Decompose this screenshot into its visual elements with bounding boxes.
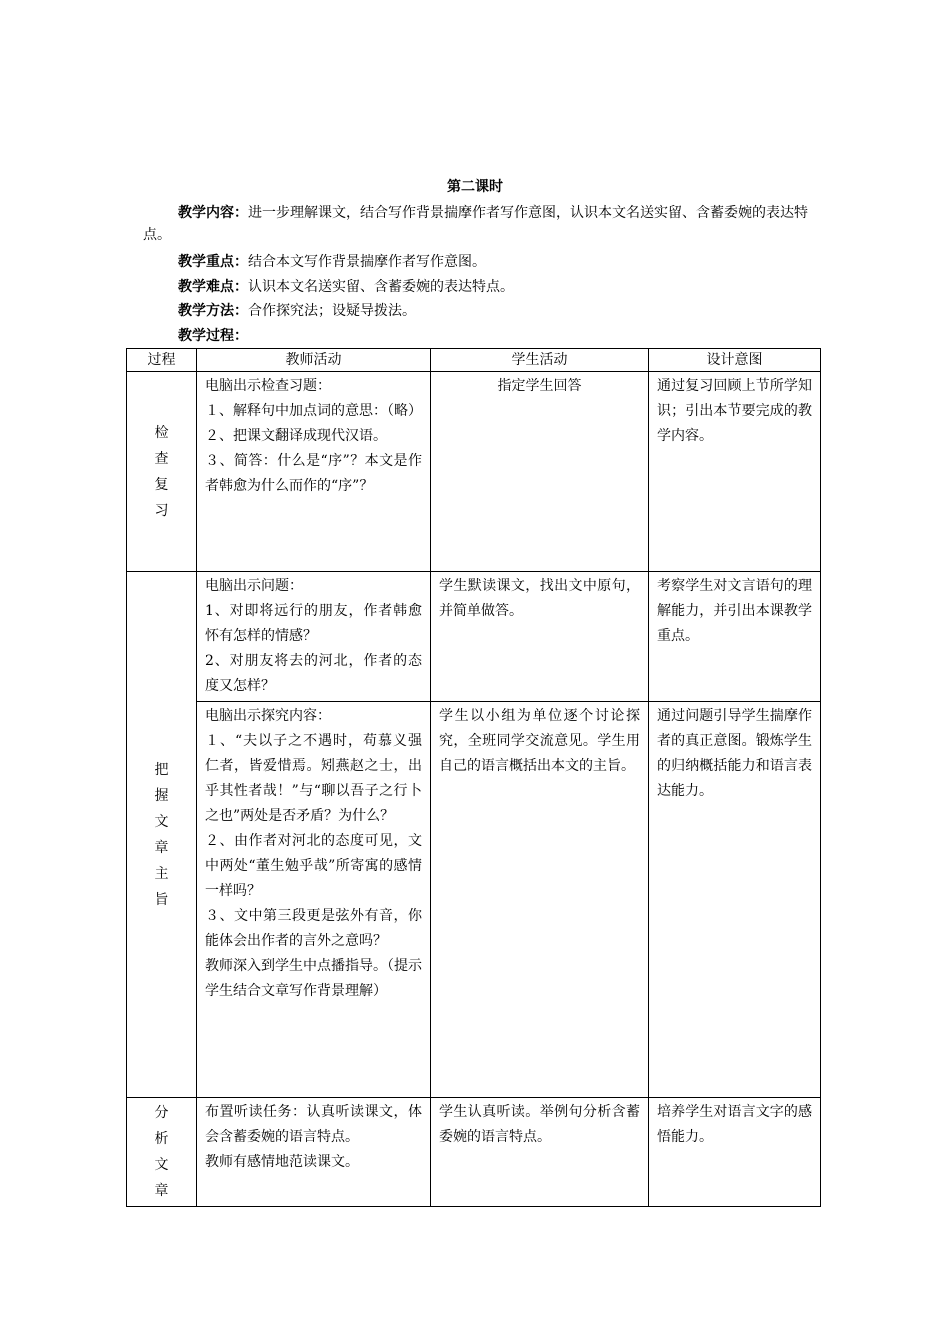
grasp1-student-activity: 学生默读课文，找出文中原句，并简单做答。	[431, 572, 649, 702]
teaching-focus-value: 结合本文写作背景揣摩作者写作意图。	[248, 254, 486, 270]
table-row	[127, 1098, 821, 1207]
teaching-content	[143, 202, 813, 246]
text-line: 电脑出示问题：	[205, 578, 303, 594]
teaching-difficulty-value: 认识本文名送实留、含蓄委婉的表达特点。	[248, 279, 514, 295]
stage-char: 章	[154, 1183, 169, 1199]
grasp2-design-intent: 通过问题引导学生揣摩作者的真正意图。锻炼学生的归纳概括能力和语言表达能力。	[649, 702, 821, 1098]
teaching-process-key: 教学过程：	[178, 328, 248, 344]
table-row	[127, 372, 821, 572]
teaching-difficulty	[143, 276, 813, 298]
analyze-teacher-activity	[197, 1098, 431, 1207]
text-line: ２、把课文翻译成现代汉语。	[205, 428, 387, 444]
grasp1-design-intent: 考察学生对文言语句的理解能力，并引出本课教学重点。	[649, 572, 821, 702]
lesson-plan-table	[126, 348, 821, 1207]
text-line: 1、对即将远行的朋友，作者韩愈怀有怎样的情感？	[205, 603, 422, 644]
table-header-row	[127, 349, 821, 372]
stage-char: 主	[154, 865, 169, 882]
teaching-focus-key: 教学重点：	[178, 254, 248, 270]
teaching-method	[143, 300, 813, 322]
teaching-method-key: 教学方法：	[178, 303, 248, 319]
text-line: ２、由作者对河北的态度可见，文中两处“董生勉乎哉”所寄寓的感情一样吗？	[205, 833, 422, 899]
stage-char: 文	[154, 813, 169, 830]
stage-analyze	[127, 1098, 197, 1207]
stage-char: 析	[154, 1131, 169, 1147]
stage-review	[127, 372, 197, 572]
text-line: １、“夫以子之不遇时，苟慕义强仁者，皆爱惜焉。矧燕赵之士，出乎其性者哉！”与“聊以吾子之行卜之也”两处是否矛盾？为什么？	[205, 733, 422, 824]
header-student-activity: 学生活动	[431, 349, 649, 372]
text-line: 2、对朋友将去的河北，作者的态度又怎样？	[205, 653, 422, 694]
grasp2-student-activity: 学生以小组为单位逐个讨论探究，全班同学交流意见。学生用自己的语言概括出本文的主旨。	[431, 702, 649, 1098]
header-teacher-activity: 教师活动	[197, 349, 431, 372]
stage-char: 章	[154, 839, 169, 856]
grasp2-teacher-activity	[197, 702, 431, 1098]
stage-char: 旨	[154, 891, 169, 908]
analyze-student-activity: 学生认真听读。举例句分析含蓄委婉的语言特点。	[431, 1098, 649, 1207]
stage-char: 分	[154, 1105, 169, 1121]
teaching-difficulty-key: 教学难点：	[178, 279, 248, 295]
text-line: ３、简答：什么是“序”？本文是作者韩愈为什么而作的“序”？	[205, 453, 422, 494]
header-stage: 过程	[127, 349, 197, 372]
lesson-title: 第二课时	[447, 179, 503, 195]
stage-char: 习	[154, 502, 169, 519]
teaching-content-key: 教学内容：	[178, 205, 248, 221]
review-teacher-activity	[197, 372, 431, 572]
teaching-process	[143, 325, 813, 347]
stage-char: 把	[154, 761, 169, 778]
table-row	[127, 702, 821, 1098]
text-line: 布置听读任务：认真听读课文，体会含蓄委婉的语言特点。	[205, 1104, 422, 1145]
analyze-design-intent: 培养学生对语言文字的感悟能力。	[649, 1098, 821, 1207]
stage-char: 查	[154, 450, 169, 467]
text-line: １、解释句中加点词的意思：（略）	[205, 403, 422, 419]
teaching-content-value: 进一步理解课文，结合写作背景揣摩作者写作意图，认识本文名送实留、含蓄委婉的表达特点。	[143, 205, 808, 243]
stage-char: 检	[154, 424, 169, 441]
text-line: 电脑出示探究内容：	[205, 708, 331, 724]
stage-char: 文	[154, 1157, 169, 1173]
stage-grasp	[127, 572, 197, 1098]
text-line: ３、文中第三段更是弦外有音，你能体会出作者的言外之意吗？	[205, 908, 422, 949]
teaching-focus	[143, 251, 813, 273]
text-line: 教师深入到学生中点播指导。（提示学生结合文章写作背景理解）	[205, 958, 422, 999]
teaching-method-value: 合作探究法；设疑导拨法。	[248, 303, 416, 319]
table-row	[127, 572, 821, 702]
stage-char: 复	[154, 476, 169, 493]
review-student-activity: 指定学生回答	[431, 372, 649, 572]
header-design-intent: 设计意图	[649, 349, 821, 372]
grasp1-teacher-activity	[197, 572, 431, 702]
text-line: 电脑出示检查习题：	[205, 378, 331, 394]
review-design-intent: 通过复习回顾上节所学知识；引出本节要完成的教学内容。	[649, 372, 821, 572]
stage-char: 握	[154, 787, 169, 804]
text-line: 教师有感情地范读课文。	[205, 1154, 359, 1170]
